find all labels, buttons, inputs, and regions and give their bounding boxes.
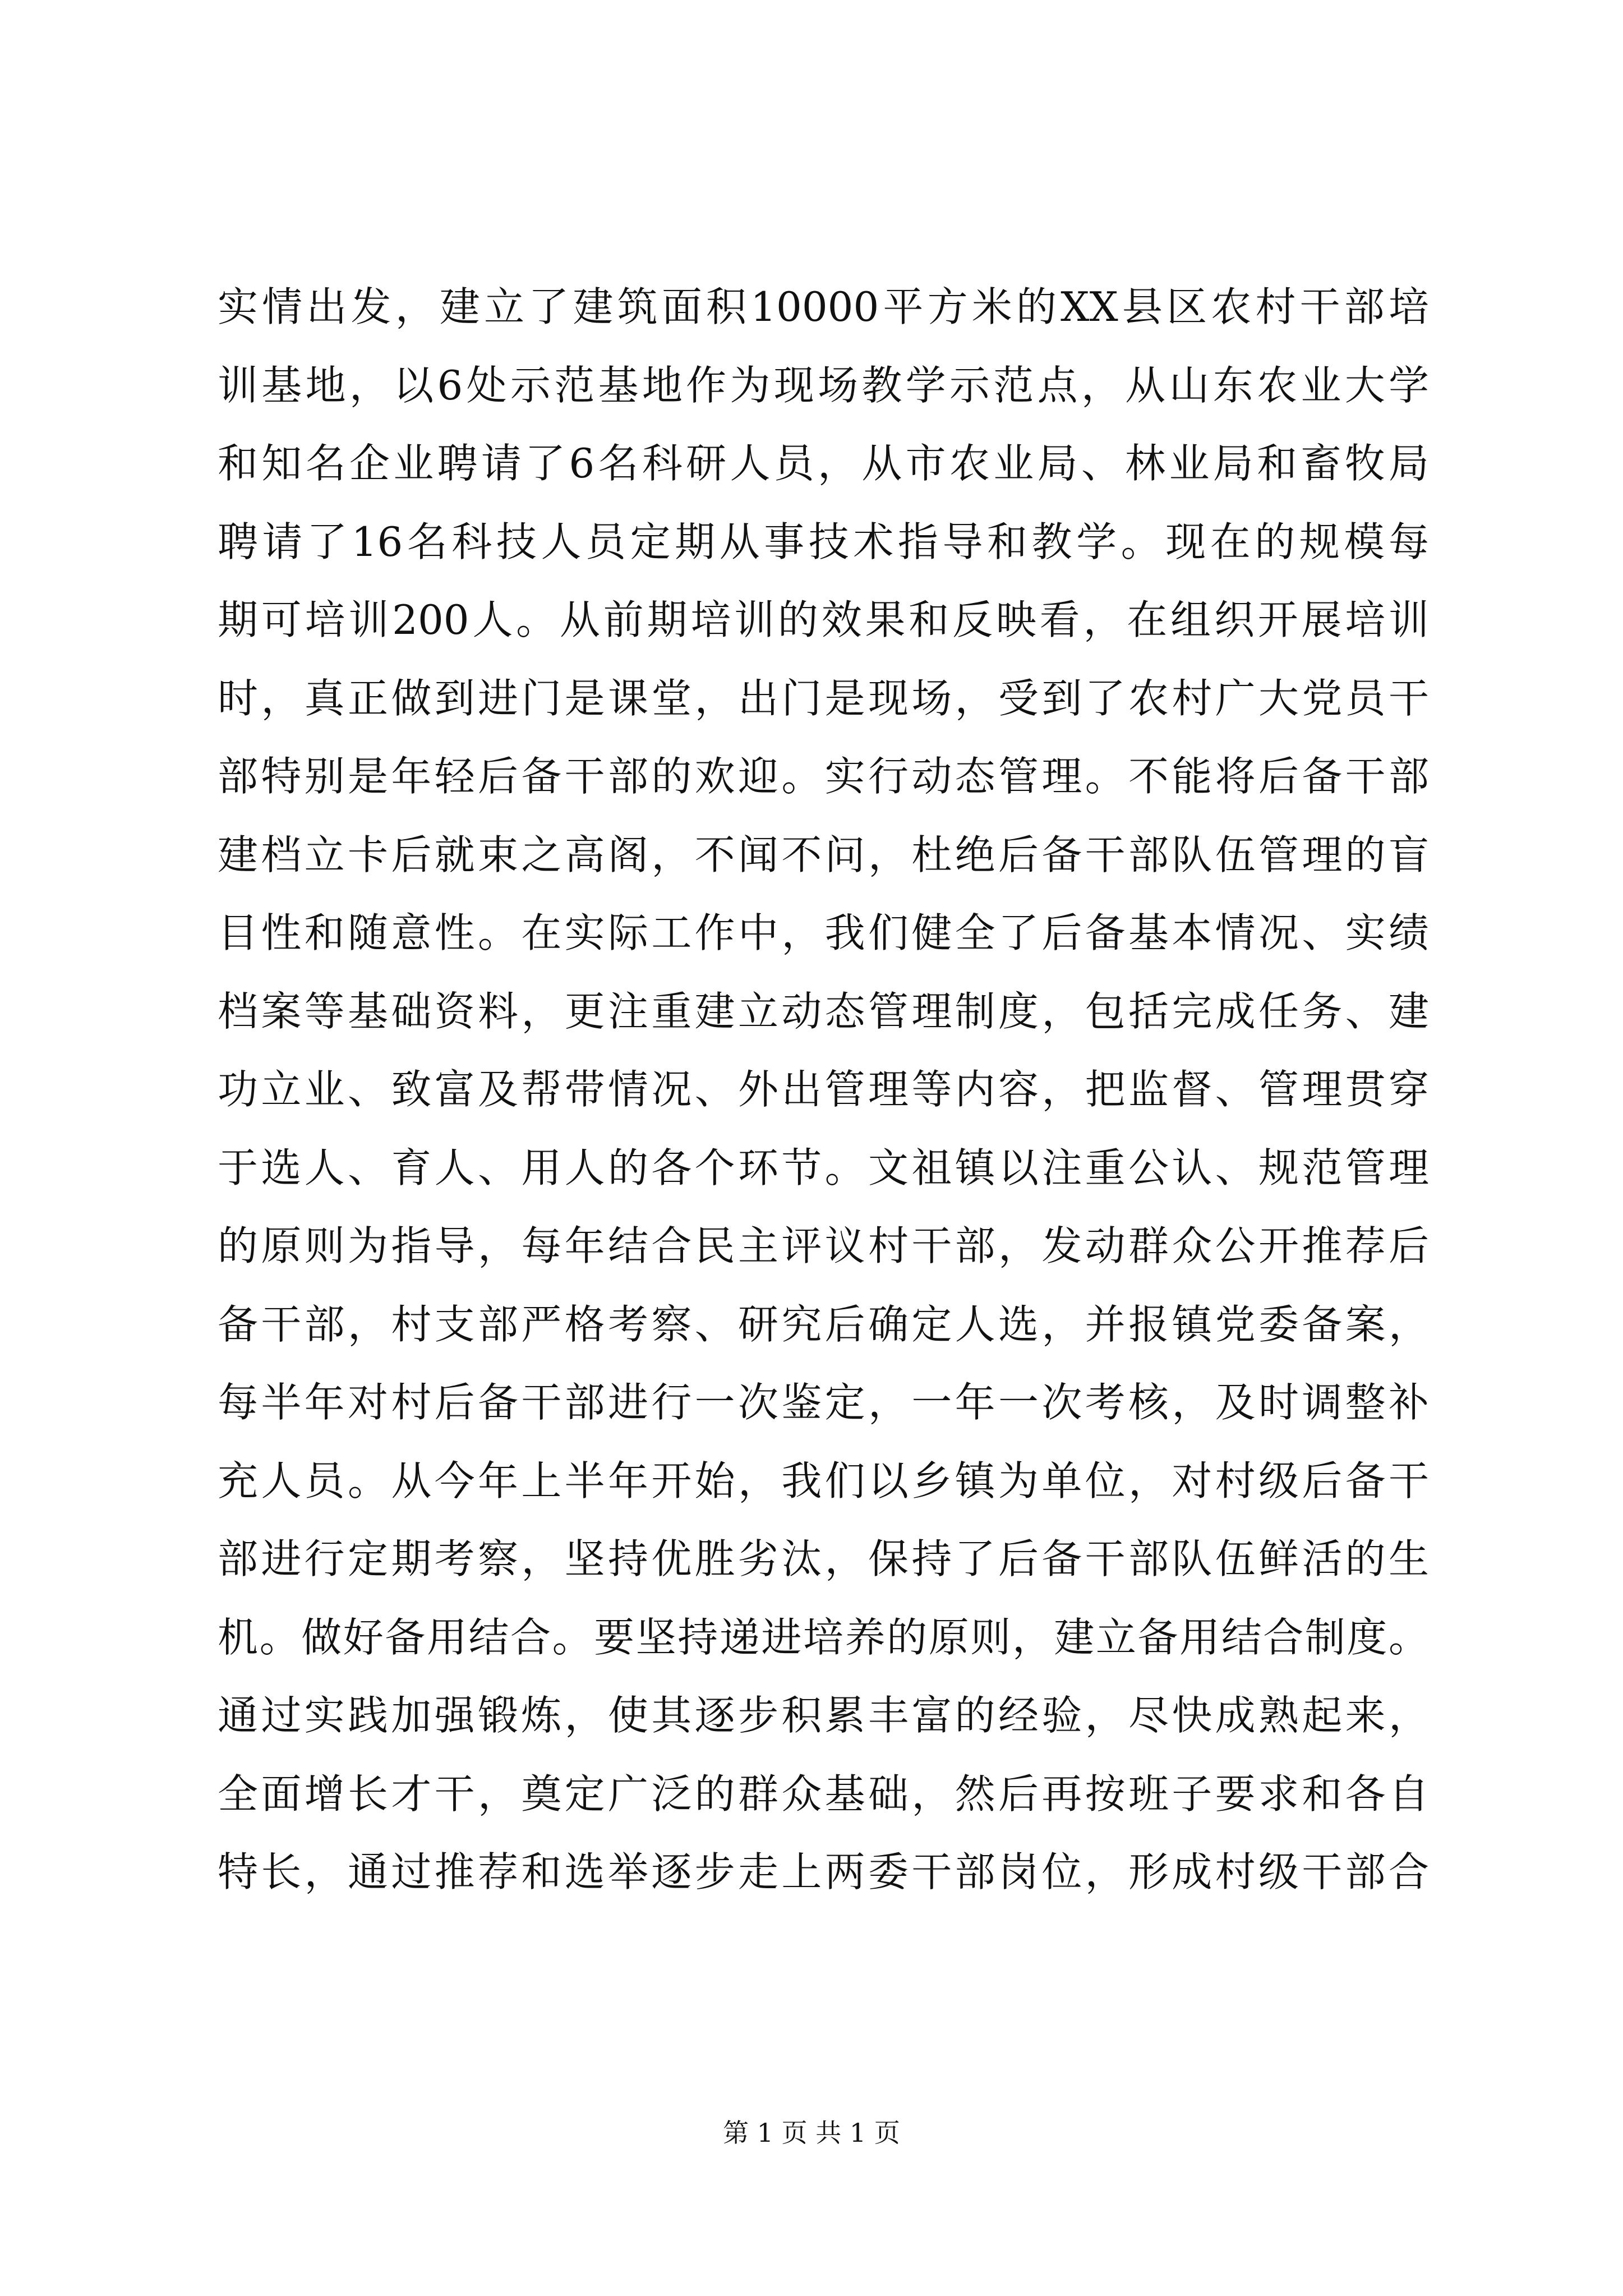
text-line: 档案等基础资料，更注重建立动态管理制度，包括完成任务、建	[218, 987, 1429, 1035]
text-line: 期可培训200人。从前期培训的效果和反映看，在组织开展培训	[218, 596, 1429, 643]
text-line: 时，真正做到进门是课堂，出门是现场，受到了农村广大党员干	[218, 674, 1429, 722]
text-line: 部进行定期考察，坚持优胜劣汰，保持了后备干部队伍鲜活的生	[218, 1535, 1429, 1582]
text-line: 通过实践加强锻炼，使其逐步积累丰富的经验，尽快成熟起来，	[218, 1692, 1429, 1739]
text-line: 建档立卡后就束之高阁，不闻不问，杜绝后备干部队伍管理的盲	[218, 831, 1429, 878]
text-line: 和知名企业聘请了6名科研人员，从市农业局、林业局和畜牧局	[218, 440, 1429, 487]
text-line: 聘请了16名科技人员定期从事技术指导和教学。现在的规模每	[218, 518, 1429, 565]
page-footer	[0, 2116, 1623, 2150]
text-line: 目性和随意性。在实际工作中，我们健全了后备基本情况、实绩	[218, 909, 1429, 956]
text-line: 每半年对村后备干部进行一次鉴定，一年一次考核，及时调整补	[218, 1379, 1429, 1426]
page-number-label: 第 1 页 共 1 页	[723, 2118, 900, 2148]
body-text	[218, 268, 1429, 1912]
text-line: 全面增长才干，奠定广泛的群众基础，然后再按班子要求和各自	[218, 1770, 1429, 1818]
text-line: 备干部，村支部严格考察、研究后确定人选，并报镇党委备案，	[218, 1300, 1429, 1348]
text-line: 特长，通过推荐和选举逐步走上两委干部岗位，形成村级干部合	[218, 1848, 1429, 1895]
text-line: 实情出发，建立了建筑面积10000平方米的XX县区农村干部培	[218, 283, 1429, 330]
text-line: 的原则为指导，每年结合民主评议村干部，发动群众公开推荐后	[218, 1222, 1429, 1269]
text-line: 于选人、育人、用人的各个环节。文祖镇以注重公认、规范管理	[218, 1144, 1429, 1191]
text-line: 机。做好备用结合。要坚持递进培养的原则，建立备用结合制度。	[218, 1613, 1429, 1661]
text-line: 功立业、致富及帮带情况、外出管理等内容，把监督、管理贯穿	[218, 1066, 1429, 1113]
text-line: 部特别是年轻后备干部的欢迎。实行动态管理。不能将后备干部	[218, 753, 1429, 800]
text-line: 训基地，以6处示范基地作为现场教学示范点，从山东农业大学	[218, 361, 1429, 409]
text-line: 充人员。从今年上半年开始，我们以乡镇为单位，对村级后备干	[218, 1457, 1429, 1504]
